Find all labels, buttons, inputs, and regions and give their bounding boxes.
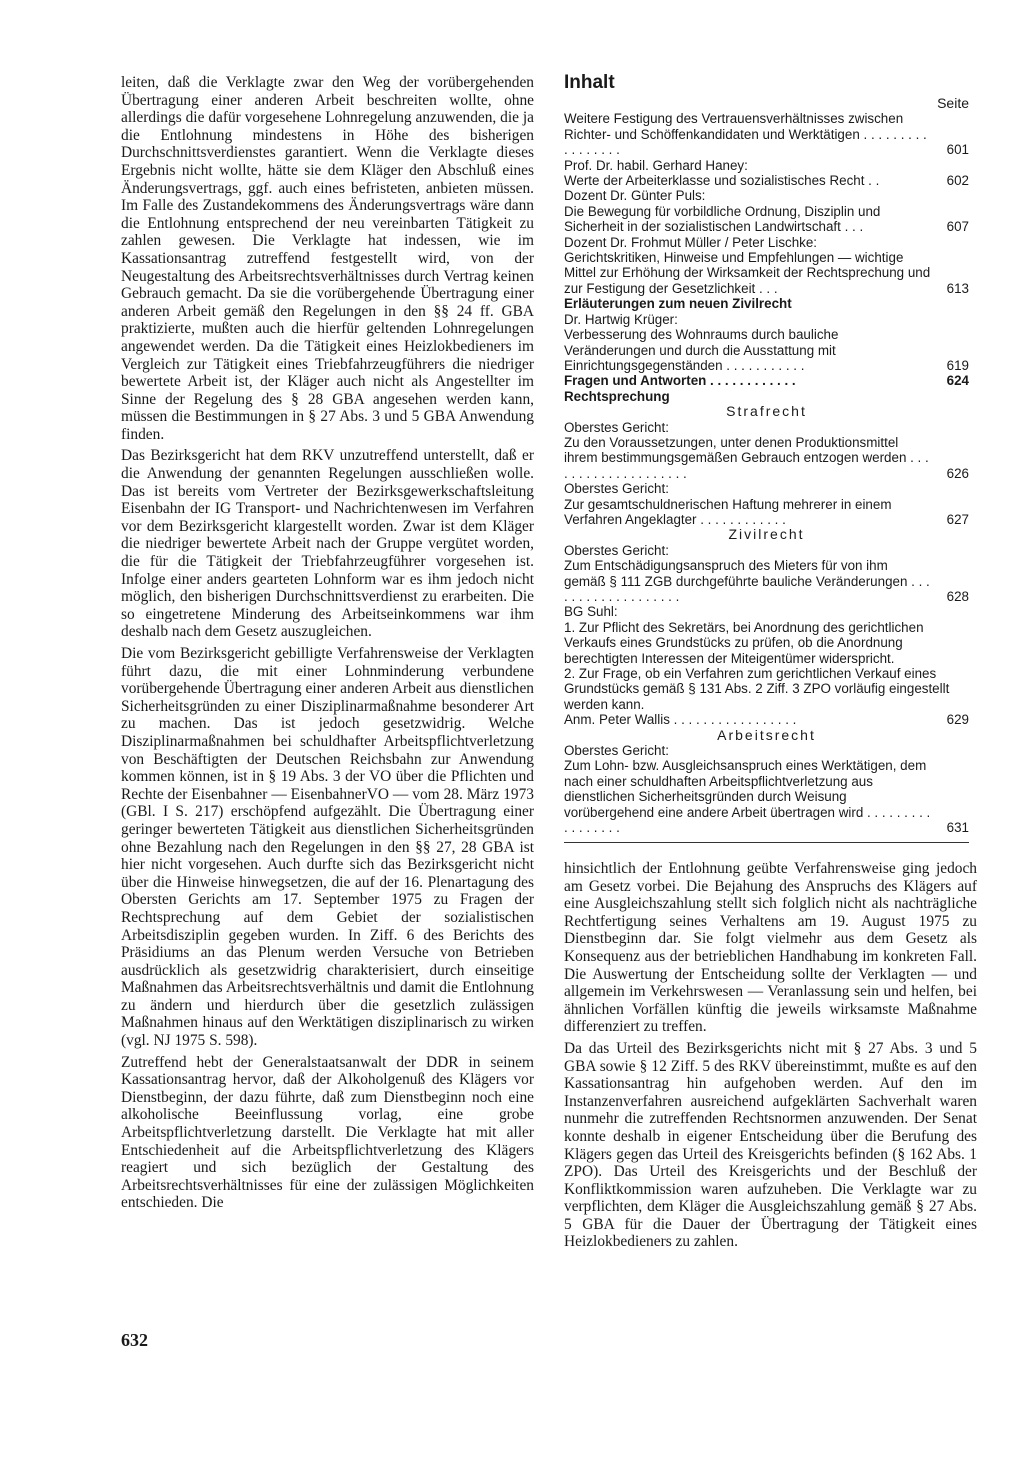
toc-entry-page: 628 <box>946 589 969 604</box>
toc-entry-text: Anm. Peter Wallis . . . . . . . . . . . . . . . . . <box>564 712 797 728</box>
toc-entry-page: 607 <box>946 219 969 235</box>
paragraph: Da das Urteil des Bezirksgerichts nicht mit § 27 Abs. 3 und 5 GBA sowie § 12 Ziff. 5 des RKV übereinstimmt, mußte es auf den Kassationsantrag hin aufgehoben werden. Auf den im Instanzenverfahren ausreichend aufgeklärten Sachverhalt waren nunmehr die zutreffenden Rechtsnormen anzuwenden. Der Senat konnte deshalb in eigener Entscheidung über die Berufung des Klägers gegen das Urteil des Kreisgerichts befinden (§ 162 Abs. 1 ZPO). Das Urteil des Kreisgerichts und der Beschluß der Konfliktkommission waren aufzuheben. Die Verklagte war zu verpflichten, dem Kläger die Ausgleichszahlung gemäß § 27 Abs. 5 GBA für die Dauer der Übertragung der Tätigkeit eines Heizlokbedieners zu zahlen. <box>564 1039 977 1251</box>
toc-section: Strafrecht <box>726 403 807 420</box>
toc-items <box>564 111 969 835</box>
toc-entry-text: Zum Lohn- bzw. Ausgleichsanspruch eines Werktätigen, dem nach einer schuldhaften Arbeitspflichtverletzung aus dienstlichen Sicherheitsgründen durch Weisung vorübergehend eine andere Arbeit übertragen wird . . . . . . . . . . . . . . . . . <box>564 758 931 836</box>
toc-entry-text: Zum Entschädigungsanspruch des Mieters für von ihm gemäß § 111 ZGB durchgeführte bauliche Veränderungen . . . . . . . . . . . . . . . . . . . <box>564 558 930 604</box>
toc-entry-text: Die Bewegung für vorbildliche Ordnung, Disziplin und Sicherheit in der sozialistischen Landwirtschaft . . . <box>564 203 881 235</box>
toc-entry-page: 601 <box>946 142 969 158</box>
left-text-column <box>121 74 534 1216</box>
toc-entry-page: 631 <box>946 820 969 836</box>
toc-entry-text: Fragen und Antworten . . . . . . . . . . . . <box>564 373 796 389</box>
toc-divider <box>564 842 969 843</box>
toc-section: Arbeitsrecht <box>717 726 816 743</box>
toc-author: Oberstes Gericht: <box>564 743 669 759</box>
toc-entry <box>564 435 969 481</box>
toc-entry <box>564 250 969 296</box>
toc-heading: Rechtsprechung <box>564 388 670 404</box>
paragraph: hinsichtlich der Entlohnung geübte Verfahrensweise ging jedoch am Gesetz vorbei. Die Bejahung des Anspruchs des Klägers auf eine Ausgleichszahlung stellt sich folglich nicht als nachträgliche Rechtfertigung seines Verhaltens am 19. August 1975 zu Dienstbeginn dar. Sie folgt vielmehr aus dem Gesetz als Konsequenz aus der betrieblichen Handhabung im konkreten Fall. Die Auswertung der Entscheidung sollte der Verklagten — und allgemein im Verkehrswesen — Veranlassung sein und helfen, bei ähnlichen Vorfällen künftig die jeweils wirksamste Maßnahme differenziert zu treffen. <box>564 860 977 1036</box>
toc-entry-page: 626 <box>946 465 969 481</box>
page-number: 632 <box>121 1330 148 1350</box>
toc-page-label: Seite <box>937 95 969 111</box>
paragraph: Die vom Bezirksgericht gebilligte Verfahrensweise der Verklagten führt dazu, die mit einer Lohnminderung verbundene vorübergehende Übertragung einer anderen Arbeit aus dienstlichen Sicherheitsgründen zu einer Disziplinarmaßnahme besonderer Art zu machen. Das ist jedoch gesetzwidrig. Welche Disziplinarmaßnahmen bei schuldhafter Arbeitspflichtverletzung von Beschäftigten der Deutschen Reichsbahn zur Anwendung kommen können, ist in § 19 Abs. 3 der VO über die Pflichten und Rechte der Eisenbahner — EisenbahnerVO — vom 28. März 1973 (GBl. I S. 217) erschöpfend aufgezählt. Die Übertragung einer geringer bewerteten Tätigkeit aus dienstlichen Sicherheitsgründen ohne Bezahlung nach den Regelungen in den §§ 27, 28 GBA ist hier nicht vorgesehen. Auch durfte sich das Bezirksgericht nicht über die Hinweise hinwegsetzen, die auf der 16. Plenartagung des Obersten Gerichts am 17. September 1975 zu Fragen der Rechtsprechung auf dem Gebiet der sozialistischen Arbeitsdisziplin gegeben wurden. In Ziff. 6 des Berichts des Präsidiums an das Plenum werden Versuche von Betrieben ausdrücklich als gesetzwidrig charakterisiert, durch einseitige Maßnahmen das Arbeitsrechtsverhältnis und damit die Entlohnung zu ändern und hierdurch über die gesetzlich zulässigen Maßnahmen hinaus auf den Werktätigen disziplinarisch zu wirken (vgl. NJ 1975 S. 598). <box>121 645 534 1050</box>
toc-entry-text: Gerichtskritiken, Hinweise und Empfehlungen — wichtige Mittel zur Erhöhung der Wirksamkeit der Rechtsprechung und zur Festigung der Gesetzlichkeit . . . <box>564 250 931 296</box>
toc-title: Inhalt <box>564 72 615 93</box>
toc-section: Zivilrecht <box>728 526 805 543</box>
toc-author: Oberstes Gericht: <box>564 419 669 435</box>
toc-entry <box>564 712 969 727</box>
toc-entry-page: 624 <box>946 373 969 389</box>
toc-entry <box>564 204 969 235</box>
toc-entry-text: Zur gesamtschuldnerischen Haftung mehrerer in einem Verfahren Angeklagter . . . . . . . . . . . . <box>564 496 892 527</box>
toc-entry-text: Werte der Arbeiterklasse und sozialistisches Recht . . <box>564 173 880 189</box>
right-text-column <box>564 860 977 1255</box>
toc-author: Oberstes Gericht: <box>564 481 669 497</box>
toc-entry-text: Verbesserung des Wohnraums durch bauliche Veränderungen und durch die Ausstattung mit Einrichtungsgegenständen . . . . . . . . . . . <box>564 327 839 373</box>
toc-entry <box>564 758 969 835</box>
toc-author: Prof. Dr. habil. Gerhard Haney: <box>564 157 748 173</box>
toc-entry-page: 627 <box>946 511 969 527</box>
toc-entry <box>564 173 969 188</box>
toc-entry-text: Zu den Voraussetzungen, unter denen Produktionsmittel ihrem bestimmungsgemäßen Gebrauch entzogen werden . . . . . . . . . . . . . . . . . . . . <box>564 434 929 481</box>
toc-author: Dr. Hartwig Krüger: <box>564 311 678 327</box>
toc-author: Dozent Dr. Günter Puls: <box>564 188 706 204</box>
toc-entry <box>564 327 969 373</box>
toc-entry <box>564 558 969 604</box>
toc-text: 1. Zur Pflicht des Sekretärs, bei Anordnung des gerichtlichen Verkaufs eines Grundstücks zu prüfen, ob die Anordnung berechtigten Interessen der Miteigentümer widerspricht. <box>564 619 924 666</box>
toc-author: BG Suhl: <box>564 604 618 620</box>
toc-heading: Erläuterungen zum neuen Zivilrecht <box>564 296 792 312</box>
toc-text: 2. Zur Frage, ob ein Verfahren zum gerichtlichen Verkauf eines Grundstücks gemäß § 131 Abs. 2 Ziff. 3 ZPO vorläufig eingestellt werden kann. <box>564 666 950 712</box>
paragraph: Zutreffend hebt der Generalstaatsanwalt der DDR in seinem Kassationsantrag hervor, daß der Alkoholgenuß des Klägers vor Dienstbeginn, der dazu führte, daß zum Dienstbeginn noch eine alkoholische Beeinflussung vorlag, eine grobe Arbeitspflichtverletzung darstellt. Die Verklagte hat mit aller Entschiedenheit auf die Arbeitspflichtverletzung des Klägers reagiert und sich bezüglich der Gestaltung des Arbeitsrechtsverhältnisses für eine der zulässigen Möglichkeiten entschieden. Die <box>121 1053 534 1212</box>
toc-entry-page: 613 <box>946 280 969 296</box>
toc-entry-page: 602 <box>946 173 969 189</box>
toc-entry-page: 619 <box>946 357 969 373</box>
toc-entry-text: Weitere Festigung des Vertrauensverhältnisses zwischen Richter- und Schöffenkandidaten und Werktätigen . . . . . . . . . . . . . . . . . <box>564 111 927 158</box>
table-of-contents <box>564 72 969 843</box>
toc-entry <box>564 373 969 388</box>
toc-author: Dozent Dr. Frohmut Müller / Peter Lischke: <box>564 234 818 250</box>
toc-entry <box>564 111 969 157</box>
toc-entry-page: 629 <box>946 712 969 728</box>
toc-entry <box>564 497 969 528</box>
paragraph: leiten, daß die Verklagte zwar den Weg der vorübergehenden Übertragung einer anderen Arbeit beschreiten wollte, ohne allerdings die dafür vorgesehene Lohnregelung anzuwenden, die ja die Entlohnung mindestens in Höhe des bisherigen Durchschnittsverdienstes garantiert. Wenn die Verklagte dieses Ergebnis nicht wollte, hätte sie dem Kläger den Abschluß eines Änderungsvertrags, ggf. auch eines befristeten, anbieten müssen. Im Falle des Zustandekommens des Änderungsvertrags wäre dann die Entlohnung entsprechend der neu vereinbarten Tätigkeit zu zahlen gewesen. Die Verklagte hat indessen, wie im Kassationsantrag zutreffend festgestellt wird, von der Neugestaltung des Arbeitsrechtsverhältnisses durch Vertrag keinen Gebrauch gemacht. Da sie die vorübergehende Übertragung einer anderen Arbeit gemäß den Regelungen in den §§ 24 ff. GBA praktizierte, mußten auch die hierfür geltenden Lohnregelungen angewendet werden. Da die Tätigkeit eines Heizlokbedieners im Vergleich zur Tätigkeit eines Triebfahrzeugführers die niedriger bewertete Arbeit ist, der Kläger auch nicht als Angestellter im Sinne der Regelung des § 28 GBA angesehen werden kann, müssen die Bestimmungen in § 27 Abs. 3 und 5 GBA Anwendung finden. <box>121 74 534 443</box>
paragraph: Das Bezirksgericht hat dem RKV unzutreffend unterstellt, daß er die Anwendung der genannten Regelungen ausschließen wolle. Das ist bereits vom Vertreter der Bezirksgewerkschaftsleitung Eisenbahn der IG Transport- und Nachrichtenwesen im Verfahren vor dem Bezirksgericht klargestellt worden. Zwar ist dem Kläger die niedriger bewertete Arbeit nach der Gruppe vergütet worden, die für die Tätigkeit der Triebfahrzeugführer vorgesehen ist. Infolge einer anders gearteten Lohnform war es ihm jedoch nicht möglich, den bisherigen Durchschnittsverdienst zu erarbeiten. Die so eingetretene Minderung des Arbeitseinkommens war ihm deshalb nach dem Gesetz auszugleichen. <box>121 447 534 641</box>
toc-author: Oberstes Gericht: <box>564 542 669 558</box>
